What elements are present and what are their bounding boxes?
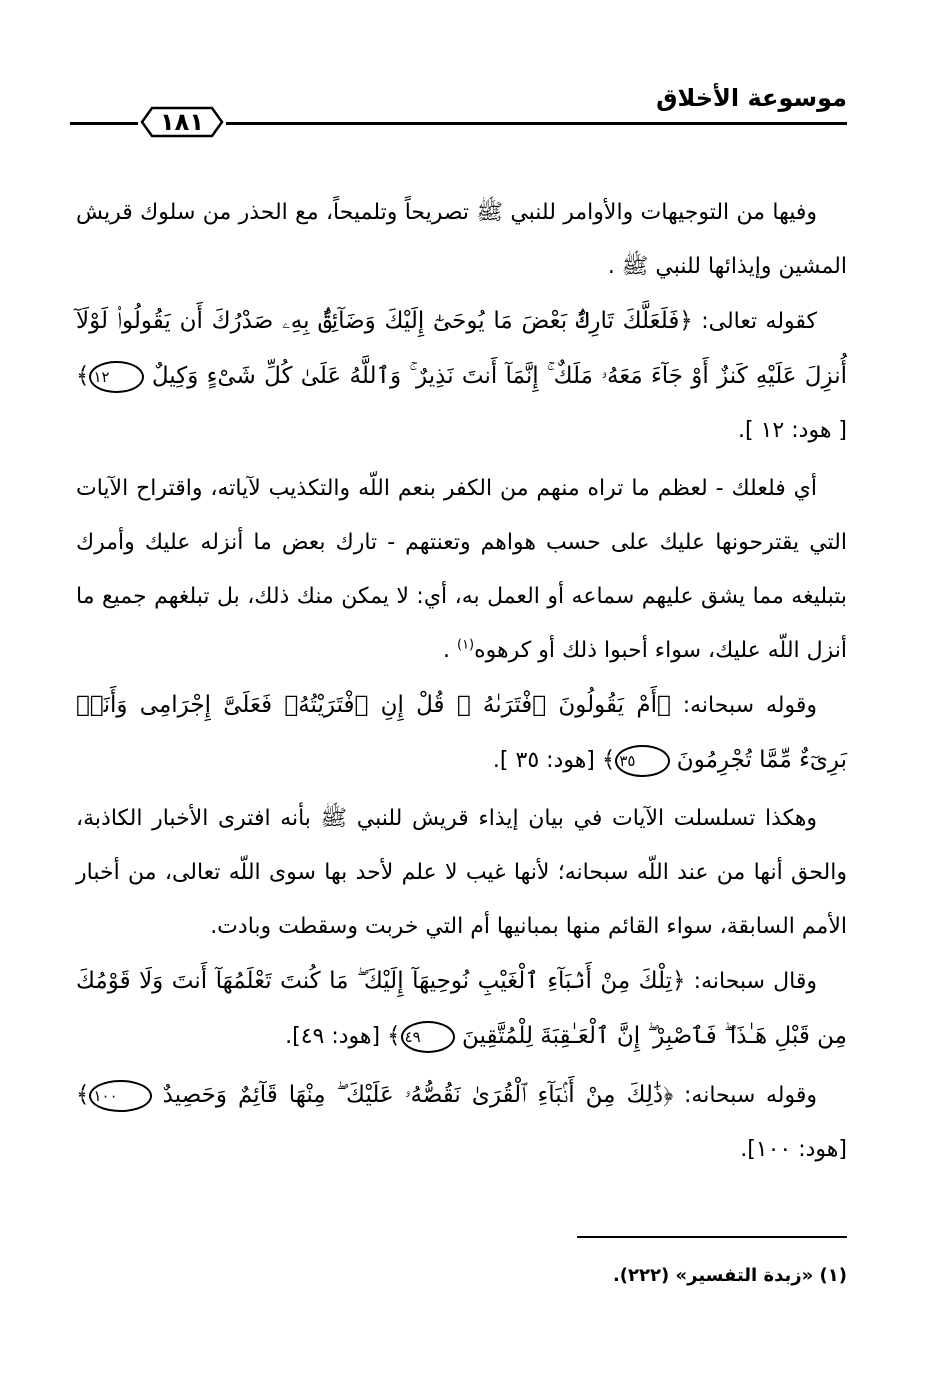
quran-verse-hud-49: ﴿تِلْكَ مِنْ أَنۢبَآءِ ٱلْغَيْبِ نُوحِيهَآ إِلَيْكَ ۖ مَا كُنتَ تَعْلَمُهَآ أَنتَ وَلَا قَوْمُكَ مِن قَبْلِ هَـٰذَا ۖ فَٱصْبِرْ ۖ إِنَّ ٱلْعَـٰقِبَةَ لِلْمُتَّقِينَ (76, 968, 847, 1049)
paragraph-6-intro: وقال سبحانه: (685, 969, 817, 994)
paragraph-7-intro: وقوله سبحانه: (673, 1083, 817, 1108)
book-title: موسوعة الأخلاق (656, 84, 847, 112)
verse-reference: [هود: ٣٥ ]. (492, 748, 602, 773)
paragraph-1: وفيها من التوجيهات والأوامر للنبي ﷺ تصريحاً وتلميحاً، مع الحذر من سلوك قريش المشين وإيذائها للنبي ﷺ . (76, 200, 847, 279)
verse-reference: [هود: ١٠٠]. (740, 1137, 847, 1162)
quran-verse-hud-35: ﴿أَمْ يَقُولُونَ ٱفْتَرَىٰهُ ۖ قُلْ إِنِ ٱفْتَرَيْتُهُۥ فَعَلَىَّ إِجْرَامِى وَأَنَا۠ بَرِىٓءٌ مِّمَّا تُجْرِمُونَ (76, 692, 847, 773)
page-number: ١٨١ (160, 108, 204, 136)
page-number-frame (138, 102, 226, 142)
verse-reference: [ هود: ١٢ ]. (738, 418, 847, 443)
paragraph-5: وهكذا تسلسلت الآيات في بيان إيذاء قريش للنبي ﷺ بأنه افترى الأخبار الكاذبة، والحق أنها من عند اللّه سبحانه؛ لأنها غيب لا علم لأحد بها سوى اللّه تعالى، من أخبار الأمم السابقة، سواء القائم منها بمبانيها أم التي خربت وسقطت وبادت. (76, 806, 847, 939)
verse-reference: [هود: ٤٩]. (285, 1024, 388, 1049)
paragraph-3-end: . (442, 638, 457, 663)
footnote-1: (١) «زبدة التفسير» (٢٢٢). (612, 1265, 847, 1286)
page-header (70, 78, 847, 142)
paragraph-3-text: أي فلعلك - لعظم ما تراه منهم من الكفر بنعم اللّه والتكذيب لآياته، واقتراح الآيات التي يقترحونها عليك على حسب هواهم وتعنتهم - تارك بعض ما أنزله عليك وأمرك بتبليغه مما يشق عليهم سماعه أو العمل به، أي: لا يمكن منك ذلك، بل تبلغهم جميع ما أنزل اللّه عليك، سواء أحبوا ذلك أو كرهوه (76, 476, 847, 663)
paragraph-4-intro: وقوله سبحانه: (670, 693, 817, 718)
paragraph-6 (76, 954, 847, 1064)
footnote-marker: (١) (456, 637, 475, 653)
ayah-number-49: ٤٩ (401, 1021, 455, 1053)
quran-verse-hud-100: ﴿ذَٰلِكَ مِنْ أَنۢبَآءِ ٱلْقُرَىٰ نَقُصُّهُۥ عَلَيْكَ ۖ مِنْهَا قَآئِمٌ وَحَصِيدٌ (151, 1082, 674, 1108)
quran-close-bracket: ﴾ (76, 363, 90, 389)
paragraph-2-intro: كقوله تعالى: (692, 309, 818, 334)
quran-close-bracket: ﴾ (76, 1082, 90, 1108)
quran-close-bracket: ﴾ (387, 1023, 401, 1049)
ayah-number-100: ١٠٠ (89, 1080, 151, 1112)
paragraph-2 (76, 294, 847, 458)
paragraph-7 (76, 1068, 847, 1177)
paragraph-4 (76, 678, 847, 788)
paragraph-3 (76, 462, 847, 678)
quran-close-bracket: ﴾ (601, 747, 616, 773)
footnote-separator (577, 1236, 847, 1238)
ayah-number-12: ١٢ (89, 361, 143, 393)
quran-verse-hud-12: ﴿فَلَعَلَّكَ تَارِكٌۢ بَعْضَ مَا يُوحَىٰٓ إِلَيْكَ وَضَآئِقٌۢ بِهِۦ صَدْرُكَ أَن يَقُولُوا۟ لَوْلَآ أُنزِلَ عَلَيْهِ كَنزٌ أَوْ جَآءَ مَعَهُۥ مَلَكٌ ۚ إِنَّمَآ أَنتَ نَذِيرٌ ۚ وَٱللَّهُ عَلَىٰ كُلِّ شَىْءٍ وَكِيلٌ (76, 308, 847, 389)
ayah-number-35: ٣٥ (615, 745, 669, 777)
main-text (76, 186, 847, 1177)
